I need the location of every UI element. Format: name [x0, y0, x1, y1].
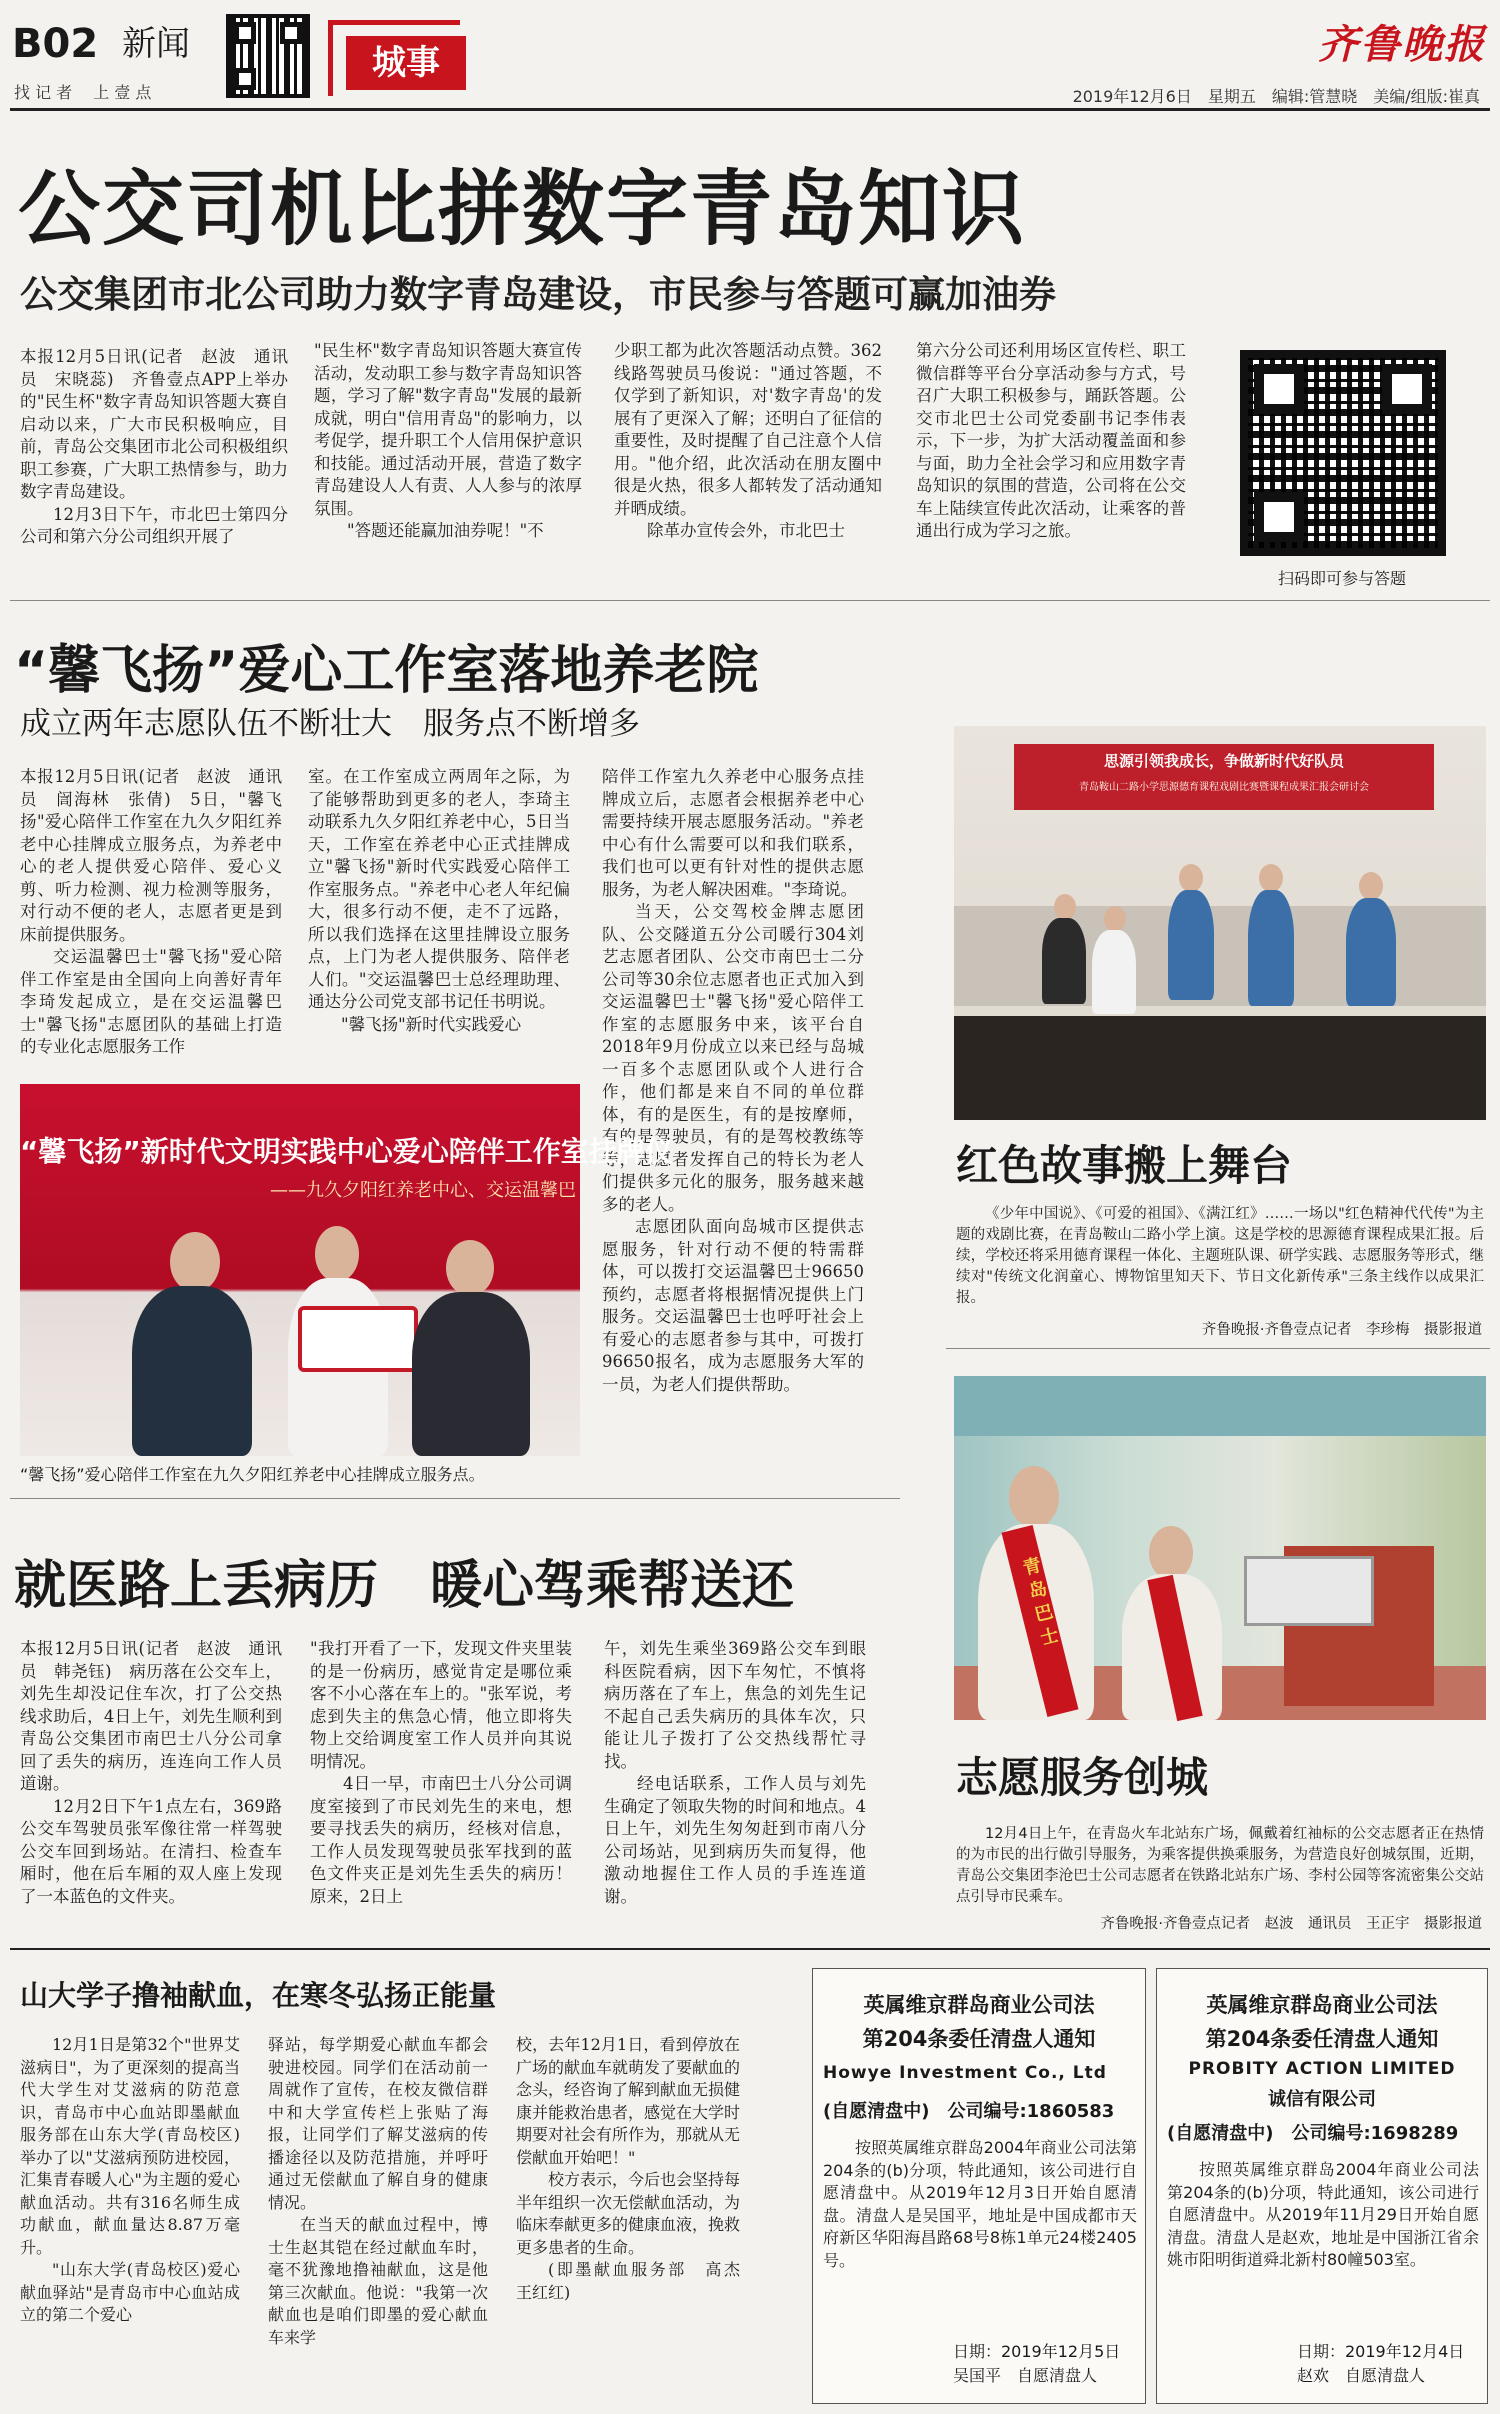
notice1-body [823, 2137, 1137, 2272]
story2-paragraph: 室。在工作室成立两周年之际，为了能够帮助到更多的老人，李琦主动联系九久夕阳红养老中心，5日当天，工作室在养老中心正式挂牌成立"馨飞扬"新时代实践爱心陪伴工作室服务点。"养老中心老人年纪偏大，很多行动不便，走不了远路，所以我们选择在这里挂牌设立服务点，上门为老人提供服务、陪伴老人们。"交运温馨巴士总经理助理、通达分公司党支部书记任书明说。 [308, 767, 570, 1011]
notice1-title-2: 第204条委任清盘人通知 [862, 2027, 1096, 2051]
notice2-status: (自愿清盘中) 公司编号:1698289 [1167, 2123, 1459, 2144]
story5-headline: 志愿服务创城 [956, 1753, 1209, 1802]
story1-headline: 公交司机比拼数字青岛知识 [18, 162, 1027, 257]
story1-column-2 [314, 340, 582, 543]
masthead-qr-icon [226, 14, 310, 98]
liquidation-notice-1 [812, 1968, 1146, 2404]
answer-qr-code-icon [1240, 350, 1446, 556]
story1-paragraph: 少职工都为此次答题活动点赞。362线路驾驶员马俊说："通过答题，不仅学到了新知识，对'数字青岛'的发展有了更深入了解；还明白了征信的重要性，及时提醒了自己注意个人信用。"他介绍，此次活动在朋友圈中很是火热，很多人都转发了活动通知并晒成绩。 [614, 341, 882, 518]
notice1-title-1: 英属维京群岛商业公司法 [863, 1993, 1095, 2017]
story1-paragraph: "民生杯"数字青岛知识答题大赛宣传活动，发动职工参与数字青岛知识答题，学习了解"数字青岛"发展的最新成就，明白"信用青岛"的影响力，以考促学，提升职工个人信用保护意识和技能。通过活动开展，营造了数字青岛建设人人有责、人人参与的浓厚氛围。 [314, 341, 582, 518]
story3-paragraph: 12月2日下午1点左右，369路公交车驾驶员张军像往常一样驾驶公交车回到场站。在清扫、检查车厢时，他在后车厢的双人座上发现了一本蓝色的文件夹。 [20, 1796, 282, 1906]
photo-banner-subtext: ——九久夕阳红养老中心、交运温馨巴 [270, 1180, 576, 1201]
story2-paragraph: 志愿团队面向岛城市区提供志愿服务，针对行动不便的特需群体，可以拨打交运温馨巴士96650预约，志愿者将根据情况提供上门服务。交运温馨巴士也呼吁社会上有爱心的志愿者参与其中，可拨打96650报名，成为志愿服务大军的一员，为老人们提供帮助。 [602, 1217, 864, 1394]
notice1-paragraph: 按照英属维京群岛2004年商业公司法第204条的(b)分项，特此通知，该公司进行自愿清盘中。从2019年12月3日开始自愿清盘。清盘人是吴国平，地址是中国成都市天府新区华阳海昌路68号8栋1单元24楼2405号。 [823, 2138, 1137, 2270]
sash-text: 青岛巴士 [1020, 1554, 1061, 1650]
story2-paragraph: 本报12月5日讯(记者 赵波 通讯员 訚海林 张倩) 5日，"馨飞扬"爱心陪伴工作室在九久夕阳红养老中心挂牌成立服务点，为养老中心的老人提供爱心陪伴、爱心义剪、听力检测、视力检测等服务，对行动不便的老人，志愿者更是到床前提供服务。 [20, 767, 282, 944]
notice2-title-1: 英属维京群岛商业公司法 [1206, 1993, 1438, 2017]
story6-paragraph: 驿站，每学期爱心献血车都会驶进校园。同学们在活动前一周就作了宣传，在校友微信群中和大学宣传栏上张贴了海报，让同学们了解艾滋病的传播途径以及防范措施，并呼吁通过无偿献血了解自身的健康情况。 [268, 2035, 488, 2212]
story4-body [956, 1204, 1484, 1309]
story6-paragraph: 校方表示，今后也会坚持每半年组织一次无偿献血活动，为临床奉献更多的健康血液，挽救更多患者的生命。 [516, 2170, 741, 2257]
masthead-subtitle: 找 记 者 上 壹 点 [14, 83, 152, 102]
masthead-rule [10, 108, 1490, 111]
page-number: B02 [12, 21, 99, 67]
story4-headline: 红色故事搬上舞台 [956, 1141, 1293, 1190]
story1-column-3 [614, 340, 882, 543]
story3-paragraph: 本报12月5日讯(记者 赵波 通讯员 韩尧钰) 病历落在公交车上，刘先生却没记住车次，打了公交热线求助后，4日上午，刘先生顺利到青岛公交集团市南巴士八分公司拿回了丢失的病历，连连向工作人员道谢。 [20, 1639, 282, 1793]
notice2-date: 日期：2019年12月4日 [1297, 2342, 1465, 2361]
story2-headline: “馨飞扬”爱心工作室落地养老院 [14, 641, 759, 701]
story6-paragraph: "山东大学(青岛校区)爱心献血驿站"是青岛市中心血站成立的第二个爱心 [20, 2260, 240, 2324]
notice2-title-2: 第204条委任清盘人通知 [1205, 2027, 1439, 2051]
section-tag: 城事 [346, 36, 466, 90]
story5-body [956, 1824, 1484, 1908]
story2-paragraph: 交运温馨巴士"馨飞扬"爱心陪伴工作室是由全国向上向善好青年李琦发起成立，是在交运温馨巴士"馨飞扬"志愿团队的基础上打造的专业化志愿服务工作 [20, 947, 282, 1056]
divider [10, 600, 1490, 601]
story1-column-4 [916, 340, 1186, 543]
story3-paragraph: "我打开看了一下，发现文件夹里装的是一份病历，感觉肯定是哪位乘客不小心落在车上的。"张军说，考虑到失主的焦急心情，他立即将失物上交给调度室工作人员并向其说明情况。 [310, 1639, 572, 1771]
story2-column-1 [20, 766, 282, 1059]
story1-column-1 [20, 346, 288, 549]
notice2-signer: 赵欢 自愿清盘人 [1297, 2366, 1426, 2385]
story3-paragraph: 午，刘先生乘坐369路公交车到眼科医院看病，因下车匆忙，不慎将病历落在了车上，焦急的刘先生记不起自己丢失病历的具体车次，只能让儿子拨打了公交热线帮忙寻找。 [604, 1639, 866, 1771]
story2-subhead: 成立两年志愿队伍不断壮大 服务点不断增多 [20, 706, 640, 742]
story2-photo-caption: “馨飞扬”爱心陪伴工作室在九久夕阳红养老中心挂牌成立服务点。 [20, 1465, 485, 1484]
story6-headline: 山大学子撸袖献血，在寒冬弘扬正能量 [20, 1979, 497, 2012]
stage-play-photo [954, 726, 1486, 1120]
story4-credit: 齐鲁晚报·齐鲁壹点记者 李珍梅 摄影报道 [1201, 1322, 1482, 1338]
divider [946, 1348, 1490, 1349]
story3-column-2 [310, 1638, 572, 1908]
story4-paragraph: 《少年中国说》、《可爱的祖国》、《满江红》……一场以"红色精神代代传"为主题的戏剧比赛，在青岛鞍山二路小学上演。这是学校的思源德育课程成果汇报。后续，学校还将采用德育课程一体化、主题班队课、研学实践、志愿服务等形式，继续对"传统文化润童心、博物馆里知天下、节日文化新传承"三条主线作以成果汇报。 [956, 1206, 1484, 1306]
notice1-date: 日期：2019年12月5日 [953, 2342, 1121, 2361]
stage-banner-line2: 青岛鞍山二路小学思源德育课程戏剧比赛暨课程成果汇报会研讨会 [1079, 782, 1369, 793]
story1-paragraph: "答题还能赢加油券呢！"不 [347, 521, 544, 540]
story6-paragraph: 在当天的献血过程中，博士生赵其铠在经过献血车时，毫不犹豫地撸袖献血，这是他第三次献血。他说："我第一次献血也是咱们即墨的爱心献血车来学 [268, 2215, 488, 2347]
newspaper-logo: 齐鲁晚报 [1318, 21, 1486, 68]
story6-column-2 [268, 2034, 488, 2349]
ceremony-photo [20, 1084, 673, 1456]
story5-credit: 齐鲁晚报·齐鲁壹点记者 赵波 通讯员 王正宇 摄影报道 [1100, 1916, 1482, 1932]
story2-paragraph: "馨飞扬"新时代实践爱心 [341, 1014, 522, 1034]
story2-column-3 [602, 766, 864, 1396]
notice1-status: (自愿清盘中) 公司编号:1860583 [823, 2101, 1115, 2122]
qr-caption: 扫码即可参与答题 [1278, 569, 1407, 588]
story2-paragraph: 当天，公交驾校金牌志愿团队、公交隧道五分公司暖行304刘艺志愿者团队、公交市南巴士二分公司等30余位志愿者也正式加入到交运温馨巴士"馨飞扬"爱心陪伴工作室的志愿服务中来，该平台自2018年9月份成立以来已经与岛城一百多个志愿团队或个人进行合作，他们都是来自不同的单位群体，有的是医生，有的是按摩师，有的是驾驶员，有的是驾校教练等等，志愿者发挥自己的特长为老人们提供多元化的服务，服务越来越多的老人。 [602, 902, 864, 1214]
story3-paragraph: 4日一早，市南巴士八分公司调度室接到了市民刘先生的来电，想要寻找丢失的病历，经核对信息，工作人员发现驾驶员张军找到的蓝色文件夹正是刘先生丢失的病历！原来，2日上 [310, 1774, 572, 1906]
story5-paragraph: 12月4日上午，在青岛火车北站东广场，佩戴着红袖标的公交志愿者正在热情的为市民的出行做引导服务，为乘客提供换乘服务，为营造良好创城氛围，近期，青岛公交集团李沧巴士公司志愿者在铁路北站东广场、李村公园等客流密集公交站点引导市民乘车。 [956, 1826, 1484, 1905]
story1-paragraph: 除革办宣传会外，市北巴士 [647, 521, 845, 540]
story1-subhead: 公交集团市北公司助力数字青岛建设，市民参与答题可赢加油券 [20, 273, 1056, 316]
notice2-paragraph: 按照英属维京群岛2004年商业公司法第204条的(b)分项，特此通知，该公司进行自愿清盘中。从2019年11月29日开始自愿清盘。清盘人是赵欢，地址是中国浙江省余姚市阳明街道舜北新村80幢503室。 [1167, 2160, 1479, 2269]
photo-banner-text: “馨飞扬”新时代文明实践中心爱心陪伴工作室挂牌仪 [20, 1135, 673, 1168]
story3-headline: 就医路上丢病历 暖心驾乘帮送还 [14, 1556, 795, 1616]
liquidation-notice-2 [1156, 1968, 1488, 2404]
story6-paragraph: 12月1日是第32个"世界艾滋病日"，为了更深刻的提高当代大学生对艾滋病的防范意识，青岛市中心血站即墨献血服务部在山东大学(青岛校区)举办了以"艾滋病预防进校园，汇集青春暖人心"为主题的爱心献血活动。共有316名师生成功献血，献血量达8.87万毫升。 [20, 2035, 240, 2257]
divider [10, 1948, 1490, 1950]
story6-column-3 [516, 2034, 757, 2304]
notice1-company: Howye Investment Co., Ltd [823, 2063, 1107, 2083]
story3-column-1 [20, 1638, 282, 1908]
story1-paragraph: 本报12月5日讯(记者 赵波 通讯员 宋晓蕊) 齐鲁壹点APP上举办的"民生杯"数字青岛知识答题大赛自启动以来，广大市民积极响应，目前，青岛公交集团市北公司积极组织职工参赛，广大职工热情参与，助力数字青岛建设。 [20, 347, 288, 501]
issue-meta: 2019年12月6日 星期五 编辑:管慧晓 美编/组版:崔真 [1072, 87, 1480, 106]
divider [10, 1498, 900, 1499]
volunteer-photo [954, 1376, 1486, 1720]
story1-paragraph: 第六分公司还利用场区宣传栏、职工微信群等平台分享活动参与方式，号召广大职工积极参与，踊跃答题。公交市北巴士公司党委副书记李伟表示，下一步，为扩大活动覆盖面和参与面，助力全社会学习和应用数字青岛知识的氛围的营造，公司将在公交车上陆续宣传此次活动，让乘客的普通出行成为学习之旅。 [916, 341, 1186, 540]
story6-paragraph: 校，去年12月1日，看到停放在广场的献血车就萌发了要献血的念头，经咨询了解到献血无损健康并能救治患者，感觉在大学时期要对社会有所作为，那就从无偿献血开始吧！" [516, 2035, 741, 2167]
story3-column-3 [604, 1638, 866, 1908]
notice1-signer: 吴国平 自愿清盘人 [953, 2366, 1098, 2385]
story3-paragraph: 经电话联系，工作人员与刘先生确定了领取失物的时间和地点。4日上午，刘先生匆匆赶到市南八分公司场站，见到病历失而复得，他激动地握住工作人员的手连连道谢。 [604, 1774, 866, 1906]
story6-column-1 [20, 2034, 240, 2327]
story6-paragraph: (即墨献血服务部 高杰 王红红) [516, 2260, 757, 2302]
notice2-company-cn: 诚信有限公司 [1268, 2089, 1376, 2110]
notice2-body [1167, 2159, 1479, 2272]
stage-banner-line1: 思源引领我成长，争做新时代好队员 [1103, 752, 1344, 770]
section-name: 新闻 [122, 24, 190, 64]
story2-paragraph: 陪伴工作室九久养老中心服务点挂牌成立后，志愿者会根据养老中心需要持续开展志愿服务活动。"养老中心有什么需要可以和我们联系，我们也可以更有针对性的提供志愿服务，为老人解决困难。"李琦说。 [602, 767, 864, 899]
notice2-company: PROBITY ACTION LIMITED [1188, 2059, 1456, 2079]
story2-column-2 [308, 766, 570, 1036]
story1-paragraph: 12月3日下午，市北巴士第四分公司和第六分公司组织开展了 [20, 504, 288, 546]
